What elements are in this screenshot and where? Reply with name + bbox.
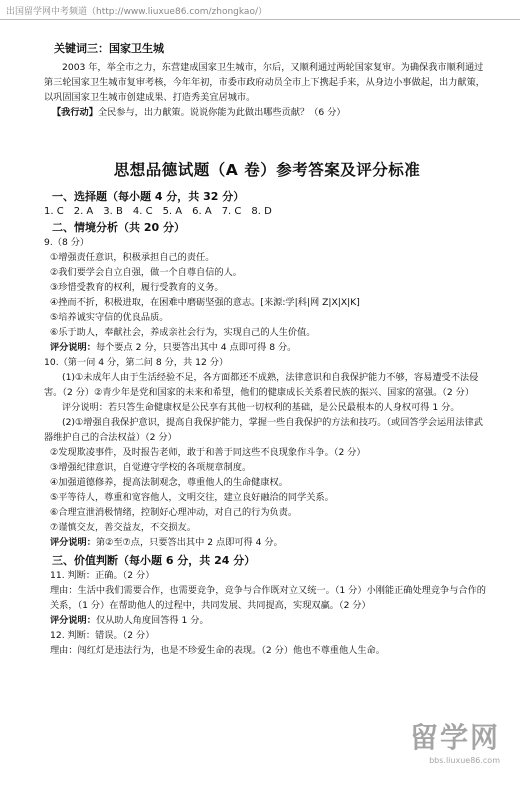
q11-reason: 理由：生活中我们需要合作，也需要竞争，竞争与合作既对立又统一。（1 分）小刚能正确处理竞争与合作的关系，（1 分）在帮助他人的过程中，共同发展、共同提高，实现双赢。（2 分） [50,585,486,611]
q11-note [44,613,490,628]
keyword3-paragraph: 2003 年，举全市之力，东营建成国家卫生城市，尔后，又顺利通过两轮国家复审。为确保我市顺利通过第三轮国家卫生城市复审考核，今年年初，市委市政府动员全市上下携起手来，从身边小事做起，出力献策，以巩固国家卫生城市创建成果、打造秀美宜居城市。 [44,62,485,103]
action-text: 全民参与，出力献策。说说你能为此做出哪些贡献？（6 分） [97,107,346,118]
section2-heading: 二、情境分析（共 20 分） [52,221,185,234]
watermark-logo: 留学网 [409,721,500,754]
q10-note1: 评分说明：若只答生命健康权是公民享有其他一切权利的基础，是公民最根本的人身权可得 1 分。 [62,402,460,413]
answer-5: 5. A [162,206,183,217]
q10-note-label: 评分说明： [50,537,96,548]
q10-item-7: ⑦谨慎交友，善交益友，不交损友。 [50,522,197,533]
page-header: 出国留学网中考频道（http://www.liuxue86.com/zhongkao/） [0,0,520,20]
q10-head: 10.（第一问 4 分，第二问 8 分，共 12 分） [44,357,229,368]
answer-2: 2. A [73,206,94,217]
q9-note-label: 评分说明： [50,342,96,353]
q9-note [44,340,490,355]
q12-reason: 理由：闯红灯是违法行为，也是不珍爱生命的表现。（2 分）他也不尊重他人生命。 [50,645,385,656]
q10-part1: (1)①未成年人由于生活经验不足，各方面都还不成熟，法律意识和自我保护能力不够，容易遭受不法侵害。（2 分）②青少年是党和国家的未来和希望，他们的健康成长关系着民族的振兴、国家的富强。（2 分） [44,372,479,398]
q9-item-2: ②我们要学会自立自强，做一个自尊自信的人。 [50,267,242,278]
q11-head: 11. 判断：正确。（2 分） [50,570,155,581]
choice-answers [44,206,490,217]
watermark-url: bbs.liuxue86.com [429,756,500,765]
q10-item-6: ⑥合理宣泄消极情绪，控制好心理冲动，对自己的行为负责。 [50,507,298,518]
q9-item-4: ④挫而不折，积极进取，在困难中磨砺坚强的意志。[来源:学|科|网 Z|X|X|K] [50,297,360,308]
answer-key-title: 思想品德试题（A 卷）参考答案及评分标准 [113,161,421,179]
section1-heading: 一、选择题（每小题 4 分，共 32 分） [52,190,245,203]
document-page [44,40,490,658]
q10-item-2: ②发现欺凌事件，及时报告老师，敢于和善于同这些不良现象作斗争。（2 分） [50,447,366,458]
q9-item-6: ⑥乐于助人，奉献社会，养成亲社会行为，实现自己的人生价值。 [50,327,316,338]
q9-item-5: ⑤培养诚实守信的优良品质。 [50,312,169,323]
q10-note2 [44,535,490,550]
q10-item-5: ⑤平等待人，尊重和宽容他人，文明交往，建立良好融洽的同学关系。 [50,492,334,503]
answer-7: 7. C [221,206,242,217]
answer-8: 8. D [251,206,272,217]
section3-heading: 三、价值判断（每小题 6 分，共 24 分） [52,554,256,567]
site-watermark [410,716,500,765]
q9-note-text: 每个要点 2 分，只要答出其中 4 点即可得 8 分。 [95,342,297,353]
answer-3: 3. B [103,206,123,217]
q12-head: 12. 判断：错误。（2 分） [50,630,155,641]
q9-head: 9.（8 分） [44,237,90,248]
q10-item-3: ③增强纪律意识，自觉遵守学校的各项规章制度。 [50,462,252,473]
keyword3-heading: 关键词三：国家卫生城 [54,42,164,55]
answer-4: 4. C [132,206,153,217]
q11-note-label: 评分说明： [50,615,96,626]
q10-item-4: ④加强道德修养，提高法制观念，尊重他人的生命健康权。 [50,477,288,488]
action-label: 【我行动】 [52,107,98,118]
q9-item-3: ③珍惜受教育的权利，履行受教育的义务。 [50,282,224,293]
q10-note-text: 第②至⑦点，只要答出其中 2 点即可得 4 分。 [95,537,283,548]
answer-1: 1. C [44,206,64,217]
q10-part2: (2)①增强自我保护意识，提高自我保护能力，掌握一些自我保护的方法和技巧。（或回答学会运用法律武器维护自己的合法权益）（2 分） [44,417,483,443]
q11-note-text: 仅从助人角度回答得 1 分。 [95,615,209,626]
answer-6: 6. A [192,206,212,217]
action-line [44,105,490,120]
q9-item-1: ①增强责任意识，积极承担自己的责任。 [50,252,215,263]
